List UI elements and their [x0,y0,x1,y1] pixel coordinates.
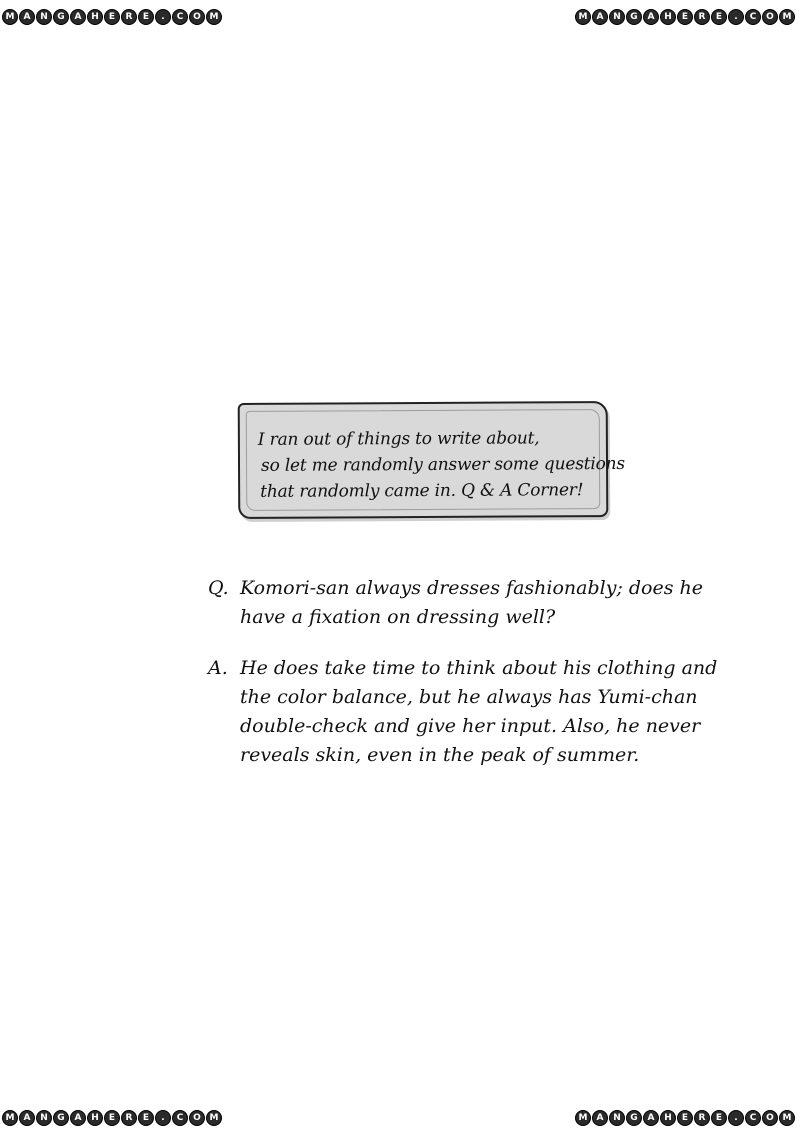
watermark-letter: M [779,1110,795,1126]
watermark-text [575,9,796,25]
answer-line: He does take time to think about his clothing and [240,657,718,679]
watermark-letter: A [19,9,35,25]
question-text [240,574,708,632]
watermark-letter: E [104,9,120,25]
watermark-top-right [575,6,796,28]
note-line: that randomly came in. Q & A Corner! [260,480,584,502]
watermark-letter: E [104,1110,120,1126]
note-line: so let me randomly answer some questions [260,453,625,476]
watermark-letter: M [575,1110,591,1126]
watermark-letter: M [206,9,222,25]
watermark-letter: E [711,9,727,25]
watermark-letter: H [660,1110,676,1126]
watermark-letter: E [138,9,154,25]
watermark-letter: H [660,9,676,25]
watermark-letter: N [36,1110,52,1126]
answer-block [208,654,718,770]
watermark-letter: A [643,9,659,25]
question-line: have a fixation on dressing well? [240,606,556,628]
watermark-letter: H [87,1110,103,1126]
watermark-letter: E [677,9,693,25]
watermark-letter: M [206,1110,222,1126]
watermark-letter: M [2,9,18,25]
watermark-letter: G [626,1110,642,1126]
watermark-letter: C [172,9,188,25]
watermark-letter: R [121,1110,137,1126]
watermark-text [2,1110,223,1126]
watermark-letter: . [155,9,171,25]
watermark-letter: M [575,9,591,25]
answer-marker: A. [208,657,228,679]
watermark-letter: A [70,1110,86,1126]
watermark-letter: O [762,1110,778,1126]
qa-intro-note-box [238,401,625,519]
watermark-letter: C [745,1110,761,1126]
watermark-letter: O [762,9,778,25]
watermark-letter: E [677,1110,693,1126]
question-line: Komori-san always dresses fashionably; does he [240,577,704,599]
watermark-bottom-right [575,1107,796,1129]
watermark-letter: R [694,1110,710,1126]
watermark-letter: E [711,1110,727,1126]
answer-line: reveals skin, even in the peak of summer. [240,744,640,766]
answer-line: double-check and give her input. Also, he never [240,715,701,737]
watermark-letter: N [609,1110,625,1126]
watermark-letter: N [36,9,52,25]
qa-intro-note-text [257,425,625,505]
watermark-top-left [2,6,223,28]
watermark-letter: M [779,9,795,25]
watermark-letter: A [592,1110,608,1126]
watermark-letter: A [592,9,608,25]
watermark-letter: E [138,1110,154,1126]
watermark-letter: M [2,1110,18,1126]
watermark-bottom-left [2,1107,223,1129]
answer-text [240,654,718,770]
watermark-letter: G [53,9,69,25]
watermark-letter: O [189,1110,205,1126]
watermark-letter: A [70,9,86,25]
watermark-letter: C [745,9,761,25]
watermark-letter: . [728,9,744,25]
watermark-letter: R [694,9,710,25]
note-line: I ran out of things to write about, [257,428,540,450]
watermark-letter: G [53,1110,69,1126]
watermark-letter: A [643,1110,659,1126]
question-marker: Q. [208,577,229,599]
watermark-letter: C [172,1110,188,1126]
watermark-letter: O [189,9,205,25]
watermark-letter: R [121,9,137,25]
watermark-letter: A [19,1110,35,1126]
watermark-letter: . [155,1110,171,1126]
watermark-text [2,9,223,25]
watermark-letter: . [728,1110,744,1126]
watermark-letter: H [87,9,103,25]
watermark-letter: G [626,9,642,25]
question-block [208,574,708,632]
watermark-letter: N [609,9,625,25]
watermark-text [575,1110,796,1126]
answer-line: the color balance, but he always has Yumi-chan [240,686,698,708]
